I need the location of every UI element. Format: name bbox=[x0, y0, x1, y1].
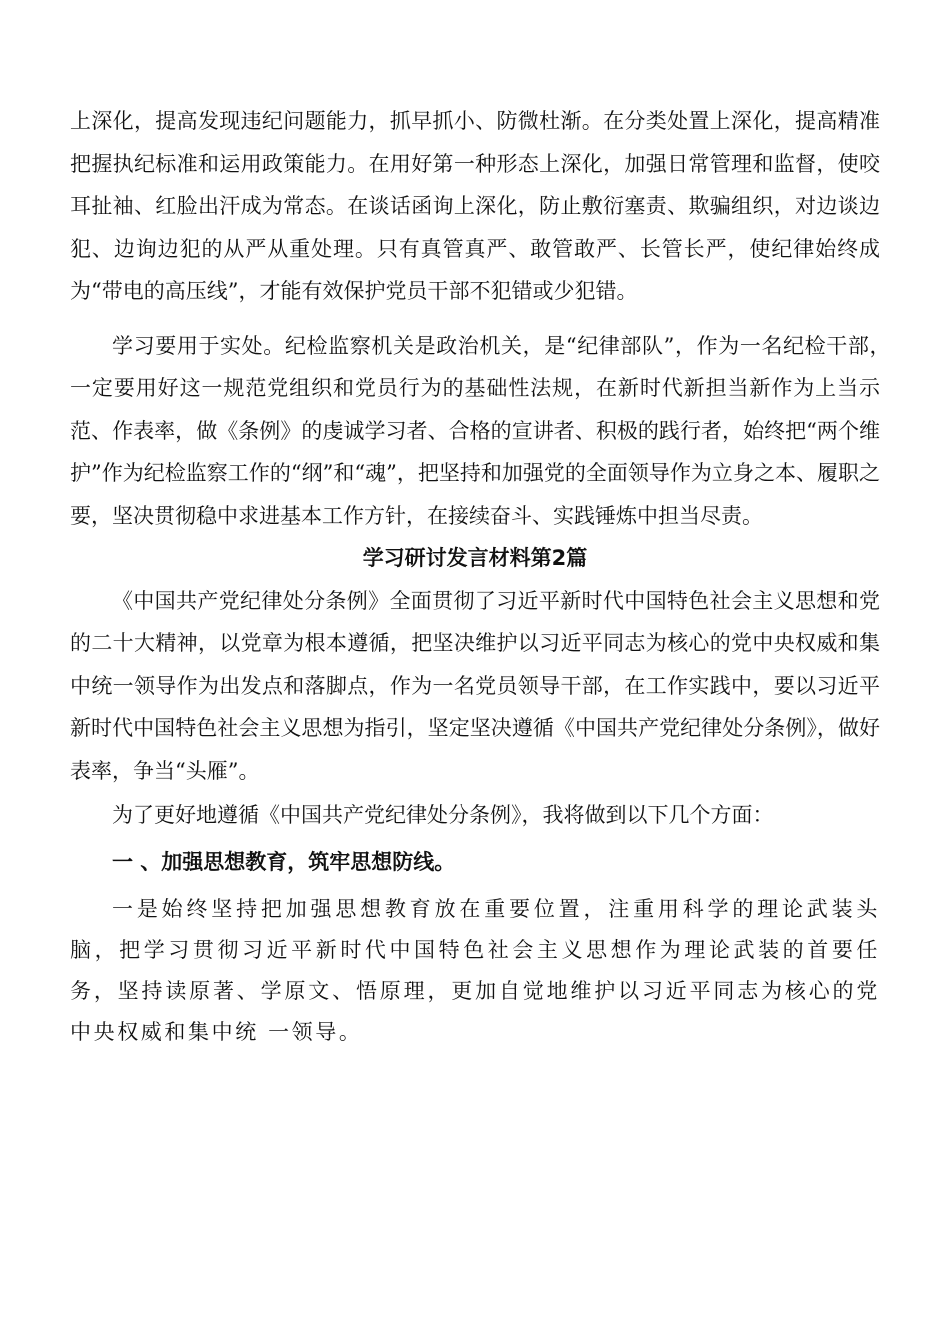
paragraph-regulation-intro: 《中国共产党纪律处分条例》全面贯彻了习近平新时代中国特色社会主义思想和党的二十大精神，以党章为根本遵循，把坚决维护以习近平同志为核心的党中央权威和集中统一领导作为出发点和落脚点，作为一名党员领导干部，在工作实践中，要以习近平新时代中国特色社会主义思想为指引，坚定坚决遵循《中国共产党纪律处分条例》，做好表率，争当“头雁”。 bbox=[70, 588, 880, 783]
article-heading: 学习研讨发言材料第2篇 bbox=[362, 546, 588, 570]
section-heading-ideological-education: 一 、加强思想教育，筑牢思想防线。 bbox=[112, 849, 456, 874]
paragraph-commitments-intro: 为了更好地遵循《中国共产党纪律处分条例》，我将做到以下几个方面： bbox=[112, 803, 774, 827]
document-page bbox=[70, 100, 901, 1053]
paragraph-apply-learning: 学习要用于实处。纪检监察机关是政治机关，是“纪律部队”，作为一名纪检干部， 一定要用好这一规范党组织和党员行为的基础性法规，在新时代新担当新作为上当示范、作表率，做《条例》的虔诚学习者、合格的宣讲者、积极的践行者，始终把“两个维护”作为纪检监察工作的“纲”和“魂”，把坚持和加强党的全面领导作为立身之本、履职之要，坚决贯彻稳中求进基本工作方针，在接续奋斗、实践锤炼中担当尽责。 bbox=[70, 333, 901, 528]
paragraph-discipline-deepening: 上深化，提高发现违纪问题能力，抓早抓小、防微杜渐。在分类处置上深化，提高精准把握执纪标准和运用政策能力。在用好第一种形态上深化，加强日常管理和监督，使咬耳扯袖、红脸出汗成为常态。在谈话函询上深化，防止敷衍塞责、欺骗组织，对边谈边犯、边询边犯的从严从重处理。只有真管真严、敢管敢严、长管长严，使纪律始终成为“带电的高压线”，才能有效保护党员干部不犯错或少犯错。 bbox=[70, 109, 880, 303]
paragraph-point-one: 一是始终坚持把加强思想教育放在重要位置，注重用科学的理论武装头脑，把学习贯彻习近平新时代中国特色社会主义思想作为理论武装的首要任务，坚持读原著、学原文、悟原理，更加自觉地维护以习近平同志为核心的党中央权威和集中统 一领导。 bbox=[70, 897, 880, 1044]
